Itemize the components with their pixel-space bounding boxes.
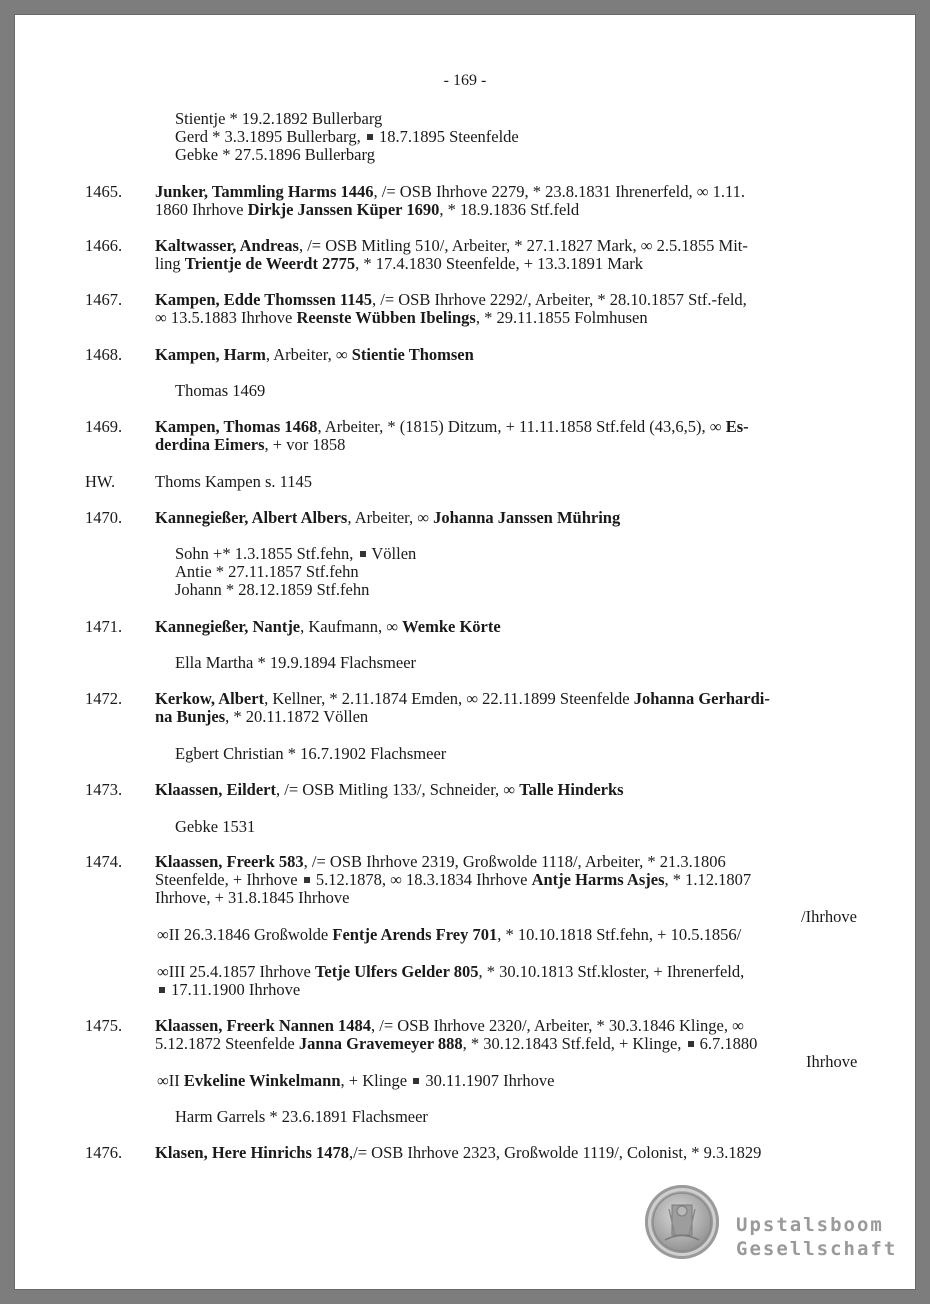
entry-number: 1473.	[85, 780, 123, 799]
burial-icon	[304, 877, 310, 883]
entry-line: Junker, Tammling Harms 1446, /= OSB Ihrhove 2279, * 23.8.1831 Ihrenerfeld, ∞ 1.11.	[155, 182, 745, 201]
text-line: Gerd * 3.3.1895 Bullerbarg, 18.7.1895 Steenfelde	[175, 127, 519, 146]
burial-icon	[413, 1078, 419, 1084]
child-line: Sohn +* 1.3.1855 Stf.fehn, Völlen	[175, 544, 417, 563]
entry-line: Kannegießer, Nantje, Kaufmann, ∞ Wemke Körte	[155, 617, 501, 636]
entry-number: 1475.	[85, 1016, 123, 1035]
burial-icon	[360, 551, 366, 557]
entry-number: HW.	[85, 472, 116, 491]
entry-line: Steenfelde, + Ihrhove 5.12.1878, ∞ 18.3.1834 Ihrhove Antje Harms Asjes, * 1.12.1807	[155, 870, 752, 889]
entry-line: Klaassen, Freerk 583, /= OSB Ihrhove 2319, Großwolde 1118/, Arbeiter, * 21.3.1806	[155, 852, 726, 871]
entry-line: Kannegießer, Albert Albers, Arbeiter, ∞ Johanna Janssen Mühring	[155, 508, 621, 527]
burial-icon	[367, 134, 373, 140]
child-line: Egbert Christian * 16.7.1902 Flachsmeer	[175, 744, 447, 763]
entry-line: 5.12.1872 Steenfelde Janna Gravemeyer 888, * 30.12.1843 Stf.feld, + Klinge, 6.7.1880	[155, 1034, 758, 1053]
entry-line: na Bunjes, * 20.11.1872 Völlen	[155, 707, 369, 726]
entry-number: 1470.	[85, 508, 123, 527]
entry-line: Klasen, Here Hinrichs 1478,/= OSB Ihrhove 2323, Großwolde 1119/, Colonist, * 9.3.1829	[155, 1143, 762, 1162]
child-line: Antie * 27.11.1857 Stf.fehn	[175, 562, 359, 581]
entry-number: 1474.	[85, 852, 123, 871]
entry-line: ∞ 13.5.1883 Ihrhove Reenste Wübben Ibelings, * 29.11.1855 Folmhusen	[155, 308, 648, 327]
brand-name: Upstalsboom	[736, 1214, 884, 1236]
child-line: Johann * 28.12.1859 Stf.fehn	[175, 580, 370, 599]
continuation-note: Ihrhove	[806, 1052, 858, 1071]
entry-line: Kampen, Harm, Arbeiter, ∞ Stientie Thomsen	[155, 345, 474, 364]
entry-line: Kampen, Thomas 1468, Arbeiter, * (1815) Ditzum, + 11.11.1858 Stf.feld (43,6,5), ∞ Es-	[155, 417, 749, 436]
child-line: Harm Garrels * 23.6.1891 Flachsmeer	[175, 1107, 428, 1126]
entry-number: 1476.	[85, 1143, 123, 1162]
text-line: Stientje * 19.2.1892 Bullerbarg	[175, 109, 383, 128]
entry-line: Kerkow, Albert, Kellner, * 2.11.1874 Emden, ∞ 22.11.1899 Steenfelde Johanna Gerhardi-	[155, 689, 770, 708]
marriage-line: ∞III 25.4.1857 Ihrhove Tetje Ulfers Gelder 805, * 30.10.1813 Stf.kloster, + Ihrenerfeld,	[157, 962, 745, 981]
entry-number: 1466.	[85, 236, 123, 255]
entry-line: ling Trientje de Weerdt 2775, * 17.4.1830 Steenfelde, + 13.3.1891 Mark	[155, 254, 644, 273]
society-seal-icon	[645, 1185, 719, 1259]
burial-icon	[159, 987, 165, 993]
entry-number: 1471.	[85, 617, 123, 636]
marriage-line: 17.11.1900 Ihrhove	[157, 981, 300, 999]
entry-line: 1860 Ihrhove Dirkje Janssen Küper 1690, * 18.9.1836 Stf.feld	[155, 200, 580, 219]
entry-line: Klaassen, Eildert, /= OSB Mitling 133/, Schneider, ∞ Talle Hinderks	[155, 780, 624, 799]
text-line: Gebke * 27.5.1896 Bullerbarg	[175, 145, 375, 164]
marriage-line: ∞II 26.3.1846 Großwolde Fentje Arends Frey 701, * 10.10.1818 Stf.fehn, + 10.5.1856/	[157, 925, 742, 944]
entry-number: 1468.	[85, 345, 123, 364]
child-line: Ella Martha * 19.9.1894 Flachsmeer	[175, 653, 417, 672]
seal-emblem-icon	[645, 1185, 719, 1259]
child-line: Gebke 1531	[175, 817, 256, 836]
burial-icon	[688, 1041, 694, 1047]
entry-number: 1472.	[85, 689, 123, 708]
entry-line: Thoms Kampen s. 1145	[155, 472, 313, 491]
continuation-note: /Ihrhove	[801, 907, 857, 926]
entry-line: Klaassen, Freerk Nannen 1484, /= OSB Ihrhove 2320/, Arbeiter, * 30.3.1846 Klinge, ∞	[155, 1016, 744, 1035]
entry-line: derdina Eimers, + vor 1858	[155, 435, 346, 454]
entry-line: Kaltwasser, Andreas, /= OSB Mitling 510/, Arbeiter, * 27.1.1827 Mark, ∞ 2.5.1855 Mit-	[155, 236, 748, 255]
child-line: Thomas 1469	[175, 381, 266, 400]
entry-number: 1467.	[85, 290, 123, 309]
page-number: - 169 -	[443, 72, 487, 89]
entry-number: 1465.	[85, 182, 123, 201]
entry-number: 1469.	[85, 417, 123, 436]
entry-line: Kampen, Edde Thomssen 1145, /= OSB Ihrhove 2292/, Arbeiter, * 28.10.1857 Stf.-feld,	[155, 290, 747, 309]
brand-name: Gesellschaft	[736, 1238, 898, 1260]
marriage-line: ∞II Evkeline Winkelmann, + Klinge 30.11.1907 Ihrhove	[157, 1071, 555, 1090]
entry-line: Ihrhove, + 31.8.1845 Ihrhove	[155, 888, 350, 907]
